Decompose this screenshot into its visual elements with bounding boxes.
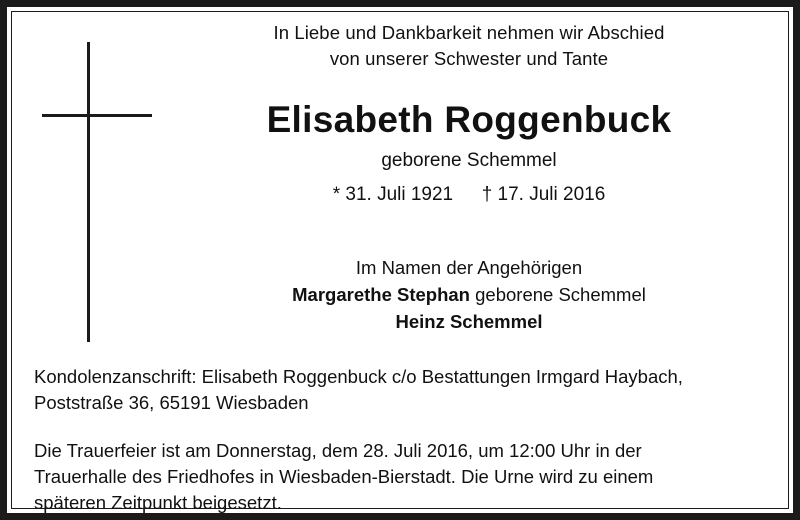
mourner-1-suffix: geborene Schemmel (470, 284, 646, 305)
intro-text (162, 20, 776, 72)
mourner-2-name: Heinz Schemmel (395, 311, 543, 332)
service-paragraph (34, 438, 774, 516)
service-line-3: späteren Zeitpunkt beigesetzt. (34, 492, 282, 513)
cross-horizontal-bar (42, 114, 152, 117)
condolence-line-2: Poststraße 36, 65191 Wiesbaden (34, 392, 309, 413)
condolence-paragraph (34, 364, 774, 416)
mourner-1 (162, 281, 776, 308)
maiden-name: geborene Schemmel (381, 150, 557, 171)
birth-date: * 31. Juli 1921 (332, 184, 454, 205)
cross-icon (42, 42, 152, 342)
upper-text-block (162, 20, 776, 335)
service-line-1: Die Trauerfeier ist am Donnerstag, dem 28. Juli 2016, um 12:00 Uhr in der (34, 440, 642, 461)
intro-line-2: von unserer Schwester und Tante (329, 48, 609, 69)
condolence-line-1: Kondolenzanschrift: Elisabeth Roggenbuck c/o Bestattungen Irmgard Haybach, (34, 366, 683, 387)
deceased-name: Elisabeth Roggenbuck (266, 99, 672, 140)
lower-text-block (34, 364, 774, 516)
cross-vertical-bar (87, 42, 90, 342)
death-date: † 17. Juli 2016 (481, 184, 606, 205)
intro-line-1: In Liebe und Dankbarkeit nehmen wir Abschied (273, 22, 665, 43)
mourner-1-name: Margarethe Stephan (292, 284, 470, 305)
family-heading: Im Namen der Angehörigen (355, 257, 583, 278)
notice-content (12, 12, 788, 513)
family-block (162, 254, 776, 335)
life-dates (162, 182, 776, 208)
service-line-2: Trauerhalle des Friedhofes in Wiesbaden-Bierstadt. Die Urne wird zu einem (34, 466, 654, 487)
